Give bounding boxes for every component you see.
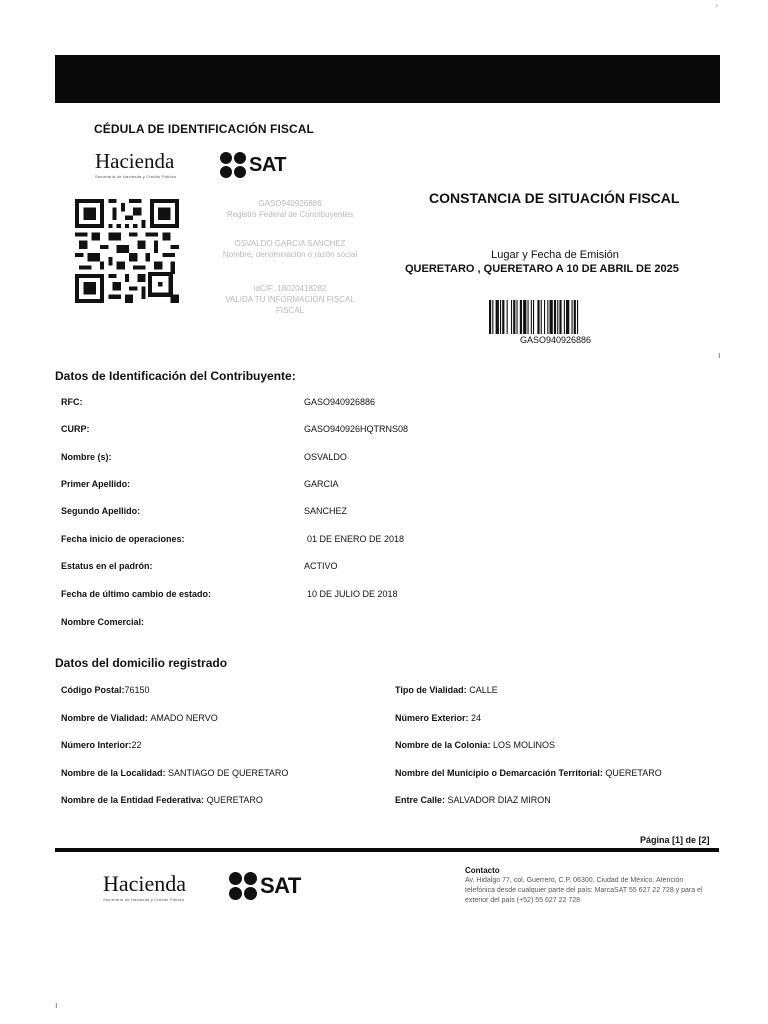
barcode-bar <box>566 300 569 334</box>
cedula-title: CÉDULA DE IDENTIFICACIÓN FISCAL <box>94 122 314 136</box>
numero-interior-label: Número Interior: <box>61 740 132 750</box>
faded-line: Nombre, denominación o razón social <box>222 250 358 259</box>
hacienda-logo-subtitle: Secretaría de Hacienda y Crédito Público <box>95 174 177 179</box>
barcode-bar <box>520 300 522 334</box>
barcode-bar <box>531 300 532 334</box>
entre-calle-row <box>395 795 551 805</box>
barcode-bar <box>564 300 565 334</box>
entidad-value: QUERETARO <box>206 795 263 805</box>
rfc-label: RFC: <box>61 397 83 407</box>
footer-hacienda-logo <box>103 873 186 902</box>
page-number: Página [1] de [2] <box>640 835 710 845</box>
barcode-bar <box>557 300 558 334</box>
barcode-bar <box>559 300 561 334</box>
barcode-bar <box>574 300 576 334</box>
numero-interior-value: 22 <box>131 740 142 750</box>
codigo-postal-label: Código Postal: <box>61 685 125 695</box>
barcode-bar <box>517 300 518 334</box>
barcode-bar <box>492 300 493 334</box>
faded-line: FISCAL <box>275 306 304 315</box>
codigo-postal-value: 76150 <box>124 685 150 695</box>
nombre-vialidad-value: AMADO NERVO <box>150 713 218 723</box>
scan-speck: ' <box>716 3 718 13</box>
fecha-cambio-label: Fecha de último cambio de estado: <box>61 589 212 599</box>
faded-line: GASO940926886 <box>258 199 322 208</box>
barcode-text: GASO940926886 <box>519 335 592 345</box>
municipio-label: Nombre del Municipio o Demarcación Territorial: <box>395 768 603 778</box>
footer-hacienda-word: Hacienda <box>103 871 187 896</box>
primer-apellido-label: Primer Apellido: <box>61 479 131 489</box>
numero-exterior-label: Número Exterior: <box>395 713 469 723</box>
entidad-label: Nombre de la Entidad Federativa: <box>61 795 205 805</box>
lugar-fecha-value: QUERETARO , QUERETARO A 10 DE ABRIL DE 2025 <box>405 263 679 275</box>
numero-exterior-row <box>395 713 481 723</box>
barcode-bar <box>507 300 508 334</box>
sat-logo <box>220 152 286 178</box>
municipio-row <box>395 768 662 778</box>
tipo-vialidad-value: CALLE <box>469 685 498 695</box>
segundo-apellido-label: Segundo Apellido: <box>61 506 141 516</box>
nombre-value: OSVALDO <box>304 452 347 462</box>
barcode-bar <box>513 300 515 334</box>
curp-value: GASO940926HQTRNS08 <box>304 424 409 434</box>
footer-rule <box>55 848 719 852</box>
faded-rfc-block <box>200 198 380 220</box>
qr-code-icon <box>75 198 179 304</box>
faded-line: Registro Federal de Contribuyentes <box>226 210 354 219</box>
curp-label: CURP: <box>61 424 90 434</box>
barcode-bar <box>537 300 539 334</box>
barcode-bar <box>500 300 501 334</box>
localidad-value: SANTIAGO DE QUERETARO <box>168 768 289 778</box>
top-black-bar <box>55 55 720 103</box>
barcode-bar <box>489 300 491 334</box>
faded-name-block <box>200 238 380 260</box>
footer-sat-logo <box>229 872 301 900</box>
entre-calle-label: Entre Calle: <box>395 795 446 805</box>
barcode-bar <box>547 300 548 334</box>
rfc-value: GASO940926886 <box>304 397 376 407</box>
barcode-bar <box>541 300 542 334</box>
faded-line: OSVALDO GARCIA SANCHEZ <box>234 239 346 248</box>
sat-dots-icon <box>220 152 246 178</box>
fecha-inicio-label: Fecha inicio de operaciones: <box>61 534 185 544</box>
barcode-bar <box>496 300 499 334</box>
segundo-apellido-value: SANCHEZ <box>304 506 348 516</box>
contacto-title: Contacto <box>465 866 500 875</box>
barcode-bar <box>544 300 545 334</box>
sat-dots-icon <box>229 872 257 900</box>
sat-logo-word: SAT <box>249 153 287 176</box>
nombre-vialidad-row <box>61 713 218 723</box>
primer-apellido-value: GARCIA <box>304 479 339 489</box>
entre-calle-value: SALVADOR DIAZ MIRON <box>447 795 551 805</box>
hacienda-logo-word: Hacienda <box>95 149 175 173</box>
lugar-fecha-label: Lugar y Fecha de Emisión <box>491 249 619 261</box>
numero-interior-row <box>61 740 142 750</box>
estatus-label: Estatus en el padrón: <box>61 561 153 571</box>
colonia-row <box>395 740 555 750</box>
numero-exterior-value: 24 <box>471 713 482 723</box>
constancia-title: CONSTANCIA DE SITUACIÓN FISCAL <box>429 190 680 206</box>
fecha-inicio-value: 01 DE ENERO DE 2018 <box>307 534 405 544</box>
faded-line: VALIDA TU INFORMACIÓN FISCAL <box>225 295 355 304</box>
codigo-postal-row <box>61 685 150 695</box>
fecha-cambio-value: 10 DE JULIO DE 2018 <box>307 589 398 599</box>
barcode-bar <box>572 300 573 334</box>
localidad-label: Nombre de la Localidad: <box>61 768 166 778</box>
nombre-comercial-label: Nombre Comercial: <box>61 617 145 627</box>
barcode-bar <box>528 300 529 334</box>
footer-hacienda-subtitle: Secretaría de Hacienda y Crédito Público <box>103 897 185 902</box>
barcode-bar <box>554 300 556 334</box>
footer-sat-word: SAT <box>260 873 301 898</box>
faded-line: idCIF: 18020418282 <box>253 284 327 293</box>
municipio-value: QUERETARO <box>605 768 662 778</box>
barcode-bar <box>533 300 534 334</box>
barcode-bar <box>550 300 553 334</box>
nombre-label: Nombre (s): <box>61 452 112 462</box>
barcode-bar <box>523 300 526 334</box>
colonia-value: LOS MOLINOS <box>493 740 556 750</box>
faded-idcif-block <box>200 283 380 316</box>
contacto-text: Av. Hidalgo 77, col. Guerrero, C.P. 06300, Ciudad de México. Atención telefónica desde cualquier parte del país: MarcaSAT 55 627 22 728 y para el exterior del país (+52) 55 627 22 728 <box>465 877 703 904</box>
entidad-row <box>61 795 263 805</box>
identificacion-section-title: Datos de Identificación del Contribuyente: <box>55 369 296 383</box>
localidad-row <box>61 768 288 778</box>
estatus-value: ACTIVO <box>304 561 338 571</box>
tipo-vialidad-label: Tipo de Vialidad: <box>395 685 467 695</box>
barcode-bar <box>502 300 504 334</box>
scan-speck: ı <box>55 1000 58 1010</box>
barcode-bar <box>577 300 578 334</box>
nombre-vialidad-label: Nombre de Vialidad: <box>61 713 148 723</box>
hacienda-logo <box>95 151 176 179</box>
domicilio-section-title: Datos del domicilio registrado <box>55 656 228 670</box>
colonia-label: Nombre de la Colonia: <box>395 740 491 750</box>
tipo-vialidad-row <box>395 685 498 695</box>
barcode-bar <box>511 300 512 334</box>
scan-speck: ı <box>718 350 721 360</box>
barcode-icon <box>489 300 622 334</box>
